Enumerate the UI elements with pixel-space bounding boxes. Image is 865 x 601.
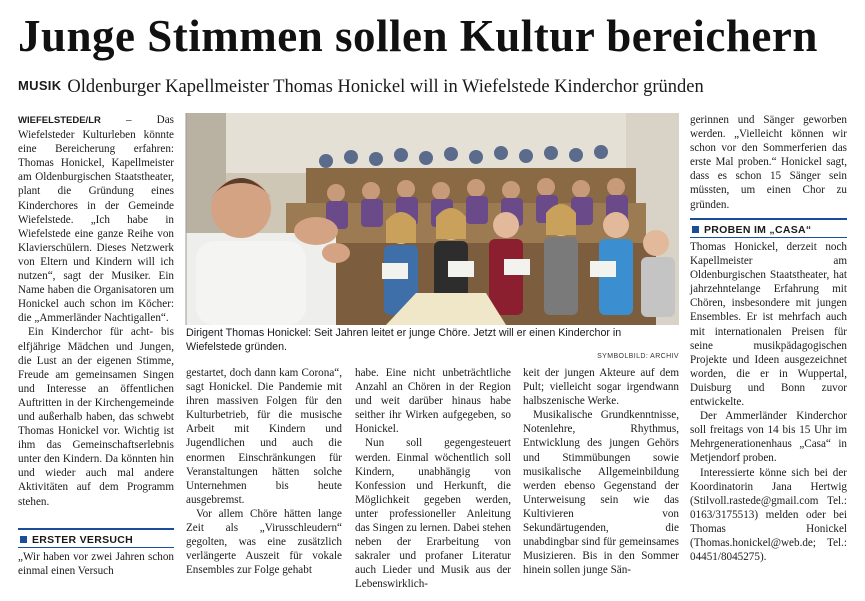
section-heading-erster-versuch: ERSTER VERSUCH	[18, 528, 174, 548]
choir-rehearsal-photo	[186, 113, 679, 325]
caption-text: Dirigent Thomas Honickel: Seit Jahren leitet er junge Chöre. Jetzt will er einen Kinderchor in Wiefelstede gründen.	[186, 327, 622, 353]
paragraph: gestartet, doch dann kam Corona“, sagt Honickel. Die Pandemie mit ihren massiven Folgen für den Kulturbetrieb, für die musische Arbeit mit Kindern und Jugendlichen und auch die enormen Einschränkungen für Veranstaltungen hätten solche Unternehmen bis heute ausgebremst.	[186, 367, 342, 506]
paragraph: gerinnen und Sänger geworben werden. „Vielleicht können wir schon vor den Sommerferien das erste Mal proben.“ Honickel sagt, dass es schon 15 Sänger sein müssten, um einen Chor zu gründen.	[690, 114, 847, 211]
column-1-continued	[18, 550, 174, 590]
photo-caption	[186, 327, 679, 361]
paragraph-text: – Das Wiefelsteder Kulturleben könnte eine Bereicherung erfahren: Thomas Honickel, Kapellmeister am Oldenburgischen Staatstheater, plant die Gründung eines Kinderchores in der Gemeinde Wiefelstede. „Ich habe in Wiefelstede eine ganze Reihe von Klavierschülern. Dieses Netzwerk von Eltern und Kindern will ich nutzen“, sagt der Musiker. Ein Name haben die Organisatoren um Honickel auch schon im Köcher: die „Ammerländer Nachtigallen“.	[18, 114, 174, 325]
column-5-continued	[690, 240, 847, 592]
column-5	[690, 113, 847, 211]
paragraph: Musikalische Grundkenntnisse, Notenlehre, Rhythmus, Entwicklung des jungen Gehörs und Stimmübungen sowie musikalische Allgemeinbildung werden ebenso Gegenstand der Unterweisung sein wie das Kultivieren von Sekundärtugenden, die unabdingbar sind für gemeinsames Musizieren. Bis in den Sommer hinein sollen junge Sän-	[523, 409, 679, 577]
column-3	[355, 366, 511, 591]
paragraph: Der Ammerländer Kinderchor soll freitags von 14 bis 15 Uhr im Mehrgenerationenhaus „Casa“ in Metjendorf proben.	[690, 410, 847, 465]
photo-credit: SYMBOLBILD: ARCHIV	[597, 352, 679, 360]
paragraph: Ein Kinderchor für acht- bis elfjährige Mädchen und Jungen, die Lust an der eigenen Stimme, Freude am gemeinsamen Singen und Interesse an öffentlichen Auftritten in der Kirchengemeinde und außerhalb haben, das schwebt Thomas Honickel vor. Wichtig ist ihm das Gemeinschaftserlebnis unter den Kindern. Da könnten hin und wieder auch mal andere Aktivitäten auf dem Programm stehen.	[18, 326, 174, 508]
section-heading-proben-im-casa: PROBEN IM „CASA“	[690, 218, 847, 238]
column-2	[186, 366, 342, 591]
subheadline	[18, 74, 848, 99]
subheadline-text: Oldenburger Kapellmeister Thomas Honickel will in Wiefelstede Kinderchor gründen	[67, 77, 704, 97]
paragraph: habe. Eine nicht unbeträchtliche Anzahl an Chören in der Region und weit darüber hinaus habe seither ihr Wirken aufgegeben, so Honickel.	[355, 367, 511, 436]
paragraph: Interessierte könne sich bei der Koordinatorin Jana Hertwig (Stilvoll.rastede@gmail.com Tel.: 0163/3175513) melden oder bei Thomas Honickel (Thomas.honickel@web.de; Tel.: 04451/8045275).	[690, 466, 847, 564]
column-4	[523, 366, 679, 591]
paragraph: Vor allem Chöre hätten lange Zeit als „Virusschleudern“ gegolten, was eine zusätzlich verlängerte Auszeit für vokale Ensembles zur Folge gehabt	[186, 507, 342, 577]
paragraph: „Wir haben vor zwei Jahren schon einmal einen Versuch	[18, 551, 174, 578]
column-1	[18, 113, 174, 512]
paragraph: keit der jungen Akteure auf dem Pult; vielleicht sogar irgendwann halbszenische Werke.	[523, 367, 679, 408]
paragraph	[18, 113, 174, 325]
section-kicker: MUSIK	[18, 78, 62, 93]
paragraph: Thomas Honickel, derzeit noch Kapellmeister am Oldenburgischen Staatstheater, hat jahrzehntelange Erfahrung mit Chören, insbesondere mit jungen Ensembles. Er ist mehrfach auch mit internationalen Preisen für seine musikpädagogischen Projekte und Ideen ausgezeichnet worden, die er in Wuppertal, Duisburg und Bonn zuvor entwickelte.	[690, 241, 847, 409]
headline: Junge Stimmen sollen Kultur bereichern	[18, 11, 818, 61]
dateline: WIEFELSTEDE/LR	[18, 115, 101, 126]
article-photo	[186, 113, 679, 325]
paragraph: Nun soll gegengesteuert werden. Einmal wöchentlich soll Kindern, unabhängig von Konfession und Herkunft, die Möglichkeit gegeben werden, unter professioneller Anleitung das Singen zu lernen. Dabei stehen neben der Erarbeitung von sakraler und profaner Literatur auch Lieder und Musik aus der Lebenswirklich-	[355, 437, 511, 591]
